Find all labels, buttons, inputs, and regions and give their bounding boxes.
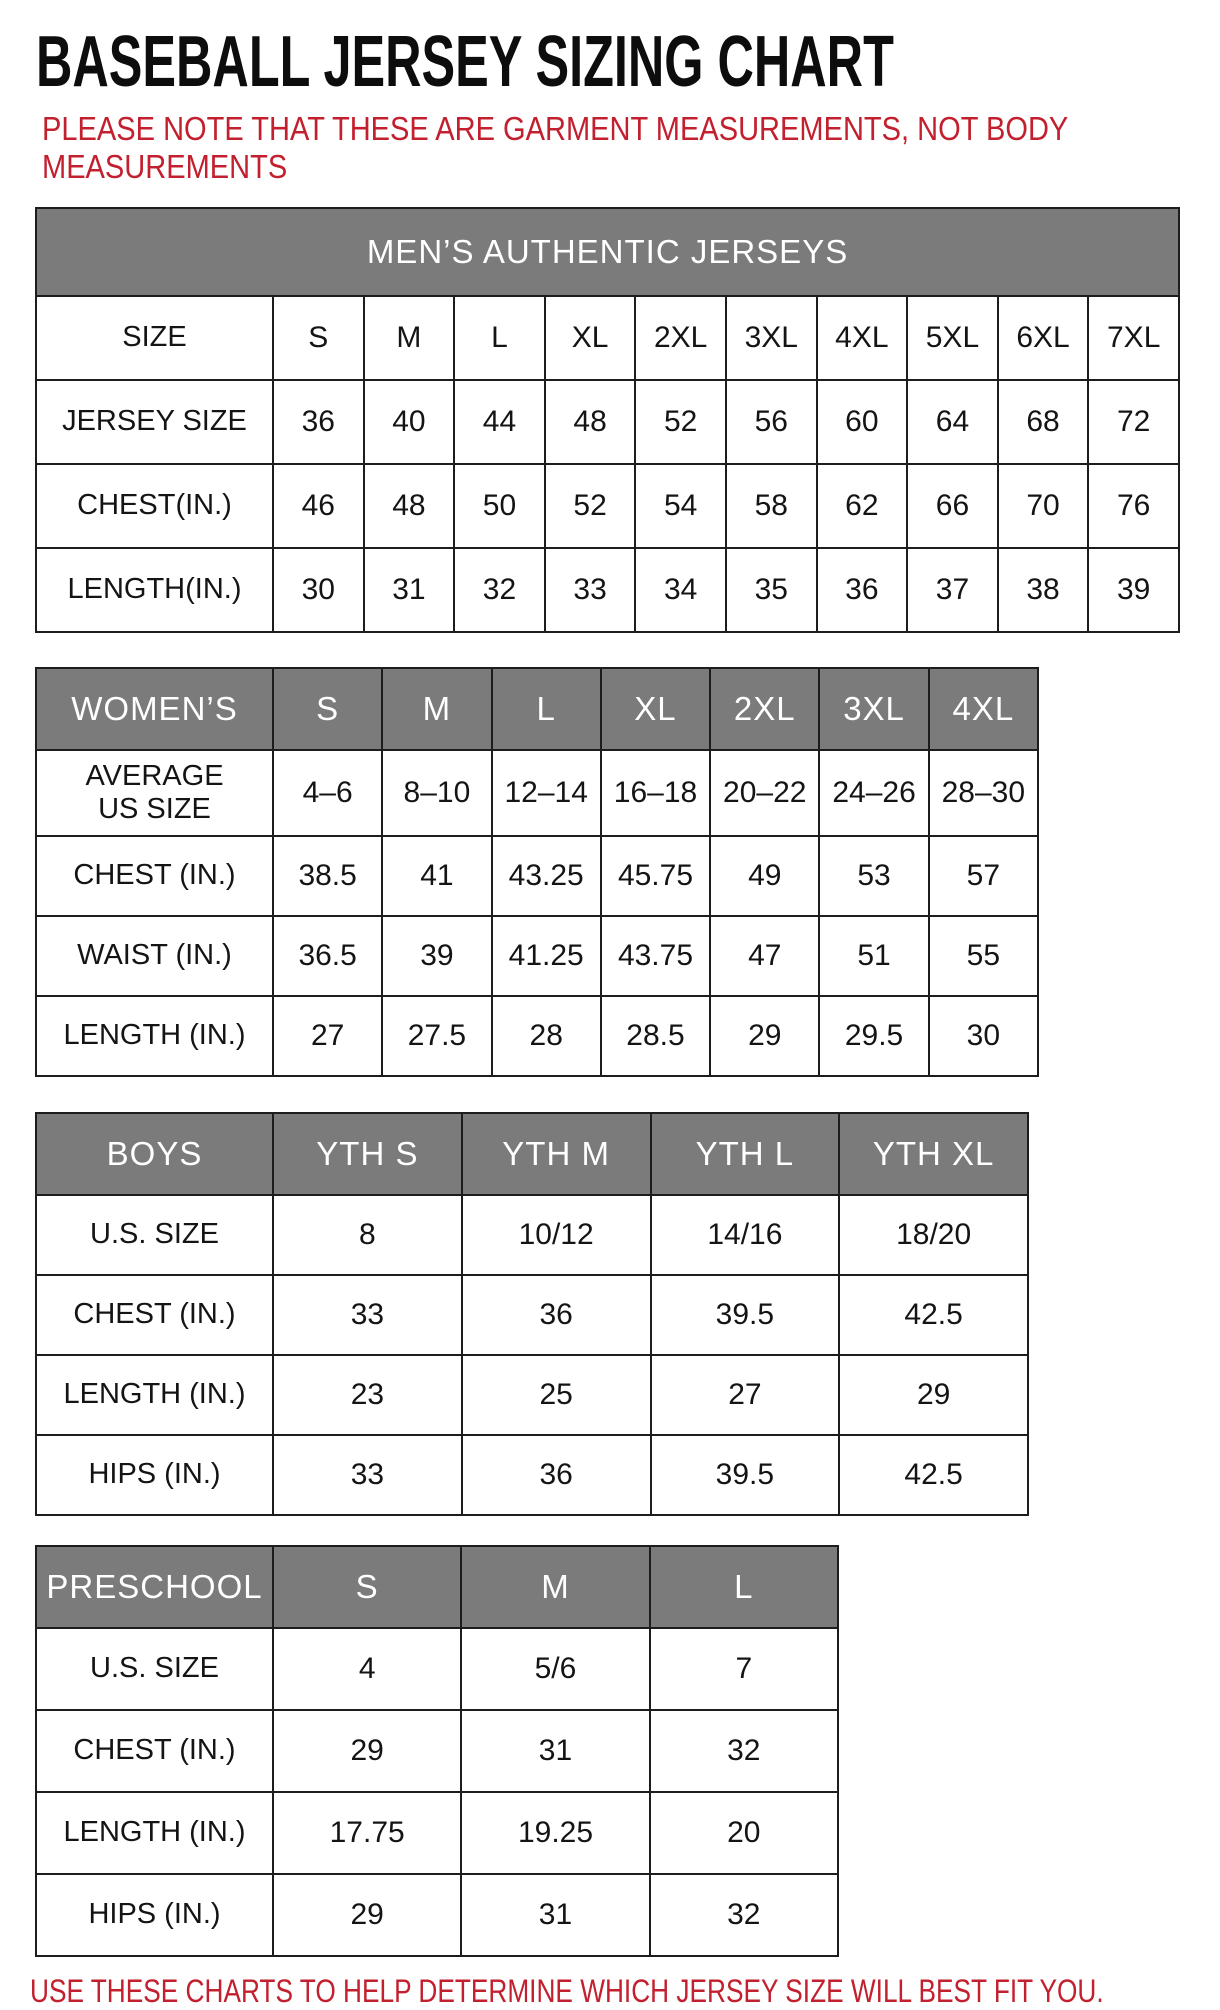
boys-cell-r0-c0: 8 [273, 1195, 462, 1275]
preschool-cell-r3-c0: 29 [273, 1874, 461, 1956]
mens-cell-r3-c1: 31 [364, 548, 455, 632]
boys-cell-r2-c3: 29 [839, 1355, 1028, 1435]
mens-cell-r0-c4: 2XL [635, 296, 726, 380]
mens-cell-r0-c7: 5XL [907, 296, 998, 380]
mens-cell-r2-c6: 62 [817, 464, 908, 548]
womens-cell-r3-c1: 27.5 [382, 996, 491, 1076]
womens-cell-r1-c4: 49 [710, 836, 819, 916]
mens-cell-r1-c1: 40 [364, 380, 455, 464]
mens-cell-r3-c7: 37 [907, 548, 998, 632]
boys-row-label-0: U.S. SIZE [36, 1195, 273, 1275]
sizing-table-preschool [35, 1545, 839, 1957]
womens-row-label-2: WAIST (IN.) [36, 916, 273, 996]
boys-col-header-4: YTH XL [839, 1113, 1028, 1195]
mens-cell-r0-c2: L [454, 296, 545, 380]
boys-row-label-2: LENGTH (IN.) [36, 1355, 273, 1435]
womens-cell-r3-c6: 30 [929, 996, 1038, 1076]
womens-cell-r0-c4: 20–22 [710, 750, 819, 836]
preschool-cell-r0-c1: 5/6 [461, 1628, 649, 1710]
boys-cell-r1-c1: 36 [462, 1275, 651, 1355]
page-title-text: BASEBALL JERSEY SIZING CHART [36, 22, 894, 102]
boys-cell-r1-c2: 39.5 [651, 1275, 840, 1355]
womens-cell-r3-c4: 29 [710, 996, 819, 1076]
mens-cell-r3-c0: 30 [273, 548, 364, 632]
mens-row-label-1: JERSEY SIZE [36, 380, 273, 464]
boys-cell-r3-c3: 42.5 [839, 1435, 1028, 1515]
footer-note [30, 1973, 1220, 2010]
preschool-cell-r2-c0: 17.75 [273, 1792, 461, 1874]
womens-cell-r3-c5: 29.5 [819, 996, 928, 1076]
note-line-1: PLEASE NOTE THAT THESE ARE GARMENT MEASUREMENTS, NOT BODY [42, 110, 1069, 147]
preschool-col-header-0: PRESCHOOL [36, 1546, 273, 1628]
preschool-col-header-1: S [273, 1546, 461, 1628]
boys-col-header-0: BOYS [36, 1113, 273, 1195]
mens-cell-r1-c7: 64 [907, 380, 998, 464]
womens-col-header-3: L [492, 668, 601, 750]
mens-cell-r2-c3: 52 [545, 464, 636, 548]
womens-cell-r3-c2: 28 [492, 996, 601, 1076]
mens-cell-r2-c1: 48 [364, 464, 455, 548]
mens-cell-r1-c4: 52 [635, 380, 726, 464]
mens-cell-r0-c0: S [273, 296, 364, 380]
mens-header-title: MEN’S AUTHENTIC JERSEYS [36, 208, 1179, 296]
mens-row-label-3: LENGTH(IN.) [36, 548, 273, 632]
boys-row-label-3: HIPS (IN.) [36, 1435, 273, 1515]
womens-cell-r1-c6: 57 [929, 836, 1038, 916]
womens-cell-r2-c2: 41.25 [492, 916, 601, 996]
boys-row-label-1: CHEST (IN.) [36, 1275, 273, 1355]
sizing-table-mens [35, 207, 1180, 633]
boys-col-header-2: YTH M [462, 1113, 651, 1195]
womens-col-header-2: M [382, 668, 491, 750]
womens-row-label-1: CHEST (IN.) [36, 836, 273, 916]
mens-cell-r1-c2: 44 [454, 380, 545, 464]
boys-cell-r0-c3: 18/20 [839, 1195, 1028, 1275]
womens-cell-r3-c0: 27 [273, 996, 382, 1076]
preschool-cell-r0-c2: 7 [650, 1628, 838, 1710]
womens-cell-r0-c5: 24–26 [819, 750, 928, 836]
womens-cell-r0-c3: 16–18 [601, 750, 710, 836]
boys-cell-r2-c0: 23 [273, 1355, 462, 1435]
womens-cell-r0-c2: 12–14 [492, 750, 601, 836]
preschool-cell-r1-c1: 31 [461, 1710, 649, 1792]
note-line-2: MEASUREMENTS [42, 148, 288, 186]
womens-cell-r2-c0: 36.5 [273, 916, 382, 996]
preschool-row-label-2: LENGTH (IN.) [36, 1792, 273, 1874]
preschool-row-label-1: CHEST (IN.) [36, 1710, 273, 1792]
measurement-note [42, 110, 1220, 187]
mens-cell-r3-c2: 32 [454, 548, 545, 632]
mens-cell-r1-c8: 68 [998, 380, 1089, 464]
preschool-cell-r2-c1: 19.25 [461, 1792, 649, 1874]
boys-cell-r3-c2: 39.5 [651, 1435, 840, 1515]
womens-cell-r1-c0: 38.5 [273, 836, 382, 916]
boys-cell-r3-c0: 33 [273, 1435, 462, 1515]
womens-cell-r2-c3: 43.75 [601, 916, 710, 996]
page-title [36, 22, 1220, 102]
sizing-table-womens [35, 667, 1039, 1077]
womens-col-header-1: S [273, 668, 382, 750]
mens-cell-r0-c9: 7XL [1088, 296, 1179, 380]
mens-cell-r2-c2: 50 [454, 464, 545, 548]
mens-cell-r3-c3: 33 [545, 548, 636, 632]
womens-cell-r0-c0: 4–6 [273, 750, 382, 836]
womens-row-label-3: LENGTH (IN.) [36, 996, 273, 1076]
preschool-cell-r3-c2: 32 [650, 1874, 838, 1956]
mens-cell-r0-c5: 3XL [726, 296, 817, 380]
mens-cell-r2-c9: 76 [1088, 464, 1179, 548]
womens-col-header-4: XL [601, 668, 710, 750]
womens-col-header-6: 3XL [819, 668, 928, 750]
boys-cell-r3-c1: 36 [462, 1435, 651, 1515]
mens-cell-r0-c1: M [364, 296, 455, 380]
womens-cell-r1-c2: 43.25 [492, 836, 601, 916]
womens-col-header-7: 4XL [929, 668, 1038, 750]
womens-cell-r1-c5: 53 [819, 836, 928, 916]
sizing-tables-section [0, 207, 1220, 1957]
womens-cell-r1-c3: 45.75 [601, 836, 710, 916]
boys-cell-r2-c2: 27 [651, 1355, 840, 1435]
boys-cell-r2-c1: 25 [462, 1355, 651, 1435]
mens-cell-r3-c6: 36 [817, 548, 908, 632]
womens-cell-r2-c1: 39 [382, 916, 491, 996]
mens-cell-r2-c7: 66 [907, 464, 998, 548]
mens-cell-r3-c5: 35 [726, 548, 817, 632]
preschool-cell-r1-c0: 29 [273, 1710, 461, 1792]
preschool-cell-r2-c2: 20 [650, 1792, 838, 1874]
mens-cell-r3-c9: 39 [1088, 548, 1179, 632]
mens-cell-r1-c3: 48 [545, 380, 636, 464]
boys-col-header-1: YTH S [273, 1113, 462, 1195]
mens-cell-r2-c0: 46 [273, 464, 364, 548]
mens-cell-r3-c8: 38 [998, 548, 1089, 632]
mens-cell-r0-c6: 4XL [817, 296, 908, 380]
mens-cell-r1-c0: 36 [273, 380, 364, 464]
womens-col-header-5: 2XL [710, 668, 819, 750]
preschool-cell-r3-c1: 31 [461, 1874, 649, 1956]
womens-col-header-0: WOMEN’S [36, 668, 273, 750]
mens-cell-r0-c8: 6XL [998, 296, 1089, 380]
mens-cell-r2-c8: 70 [998, 464, 1089, 548]
mens-cell-r1-c5: 56 [726, 380, 817, 464]
mens-cell-r2-c5: 58 [726, 464, 817, 548]
preschool-row-label-3: HIPS (IN.) [36, 1874, 273, 1956]
womens-row-label-0: AVERAGE US SIZE [36, 750, 273, 836]
mens-cell-r0-c3: XL [545, 296, 636, 380]
womens-cell-r2-c5: 51 [819, 916, 928, 996]
mens-row-label-0: SIZE [36, 296, 273, 380]
boys-cell-r1-c3: 42.5 [839, 1275, 1028, 1355]
mens-cell-r1-c9: 72 [1088, 380, 1179, 464]
mens-cell-r3-c4: 34 [635, 548, 726, 632]
mens-cell-r1-c6: 60 [817, 380, 908, 464]
boys-cell-r0-c2: 14/16 [651, 1195, 840, 1275]
sizing-table-boys [35, 1112, 1029, 1516]
mens-row-label-2: CHEST(IN.) [36, 464, 273, 548]
womens-cell-r2-c4: 47 [710, 916, 819, 996]
womens-cell-r1-c1: 41 [382, 836, 491, 916]
womens-cell-r0-c6: 28–30 [929, 750, 1038, 836]
preschool-cell-r0-c0: 4 [273, 1628, 461, 1710]
womens-cell-r0-c1: 8–10 [382, 750, 491, 836]
preschool-cell-r1-c2: 32 [650, 1710, 838, 1792]
boys-col-header-3: YTH L [651, 1113, 840, 1195]
boys-cell-r1-c0: 33 [273, 1275, 462, 1355]
womens-cell-r3-c3: 28.5 [601, 996, 710, 1076]
preschool-row-label-0: U.S. SIZE [36, 1628, 273, 1710]
preschool-col-header-2: M [461, 1546, 649, 1628]
boys-cell-r0-c1: 10/12 [462, 1195, 651, 1275]
mens-cell-r2-c4: 54 [635, 464, 726, 548]
footer-note-text: USE THESE CHARTS TO HELP DETERMINE WHICH JERSEY SIZE WILL BEST FIT YOU. [30, 1972, 1104, 2009]
preschool-col-header-3: L [650, 1546, 838, 1628]
womens-cell-r2-c6: 55 [929, 916, 1038, 996]
